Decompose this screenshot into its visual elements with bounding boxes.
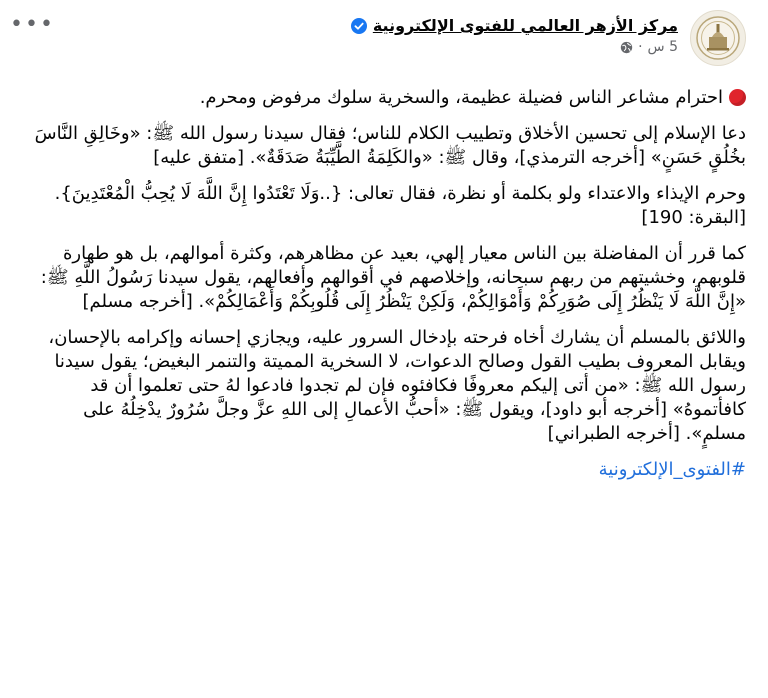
post-paragraph-5: واللائق بالمسلم أن يشارك أخاه فرحته بإدخال السرور عليه، ويجازي إحسانه وإكرامه بالإحسان، ويقابل المعروف بطيب القول وصالح الدعوات، لا السخرية المميتة والتنمر البغيض؛ يقول سيدنا رسول الله ﷺ: «من أتى إليكم معروفًا فكافئوه فإن لم تجدوا فادعوا لهُ حتى تعلموا أن قد كافأتموهُ» [أخرجه أبو داود]، ويقول ﷺ: «أحبُّ الأعمالِ إلى اللهِ عزَّ وجلَّ سُرُورٌ يدْخِلُهُ على مسلمٍ». [أخرجه الطبراني] xyxy=(48,327,746,444)
hashtag-link[interactable]: #الفتوى_الإلكترونية xyxy=(598,459,746,480)
post-subline xyxy=(351,39,678,55)
post-paragraph-2: دعا الإسلام إلى تحسين الأخلاق وتطييب الكلام للناس؛ فقال سيدنا رسول الله ﷺ: «وخَالِقِ النَّاسَ بخُلُقٍ حَسَنٍ» [أخرجه الترمذي]، وقال ﷺ: «والكَلِمَةُ الطَّيِّبَةُ صَدَقَةٌ». [متفق عليه] xyxy=(34,123,746,168)
meta-separator: · xyxy=(638,39,643,55)
post-paragraph-3: وحرم الإيذاء والاعتداء ولو بكلمة أو نظرة، فقال تعالى: {..وَلَا تَعْتَدُوا إِنَّ اللَّهَ لَا يُحِبُّ الْمُعْتَدِينَ}. [البقرة: 190] xyxy=(54,183,746,228)
globe-icon[interactable] xyxy=(620,41,633,54)
hashtag-row xyxy=(22,458,746,482)
red-circle-emoji-icon xyxy=(729,89,746,106)
azhar-logo-icon xyxy=(695,15,741,61)
post-header xyxy=(22,10,746,66)
post-timestamp[interactable]: 5 س xyxy=(647,39,678,55)
post-body xyxy=(22,86,746,494)
verified-badge-icon xyxy=(351,18,367,34)
more-options-icon[interactable]: ••• xyxy=(10,12,55,37)
post-paragraph-text: احترام مشاعر الناس فضيلة عظيمة، والسخرية سلوك مرفوض ومحرم. xyxy=(199,87,723,108)
name-row xyxy=(351,16,678,35)
post-paragraph-4: كما قرر أن المفاضلة بين الناس معيار إلهي، بعيد عن مظاهرهم، وكثرة أموالهم، بل هو طهارة قلوبهم، وخشيتهم من ربهم سبحانه، وإخلاصهم في أقوالهم وأفعالهم، يقول سيدنا رَسُولُ اللَّهِ ﷺ: «إِنَّ اللَّهَ لَا يَنْظُرُ إِلَى صُوَرِكُمْ وَأَمْوَالِكُمْ، وَلَكِنْ يَنْظُرُ إِلَى قُلُوبِكُمْ وَأَعْمَالِكُمْ». [أخرجه مسلم] xyxy=(40,243,746,312)
post-meta xyxy=(351,10,678,55)
page-name-link[interactable]: مركز الأزهر العالمي للفتوى الإلكترونية xyxy=(372,16,678,35)
avatar[interactable] xyxy=(690,10,746,66)
post-paragraph-1 xyxy=(22,86,746,110)
